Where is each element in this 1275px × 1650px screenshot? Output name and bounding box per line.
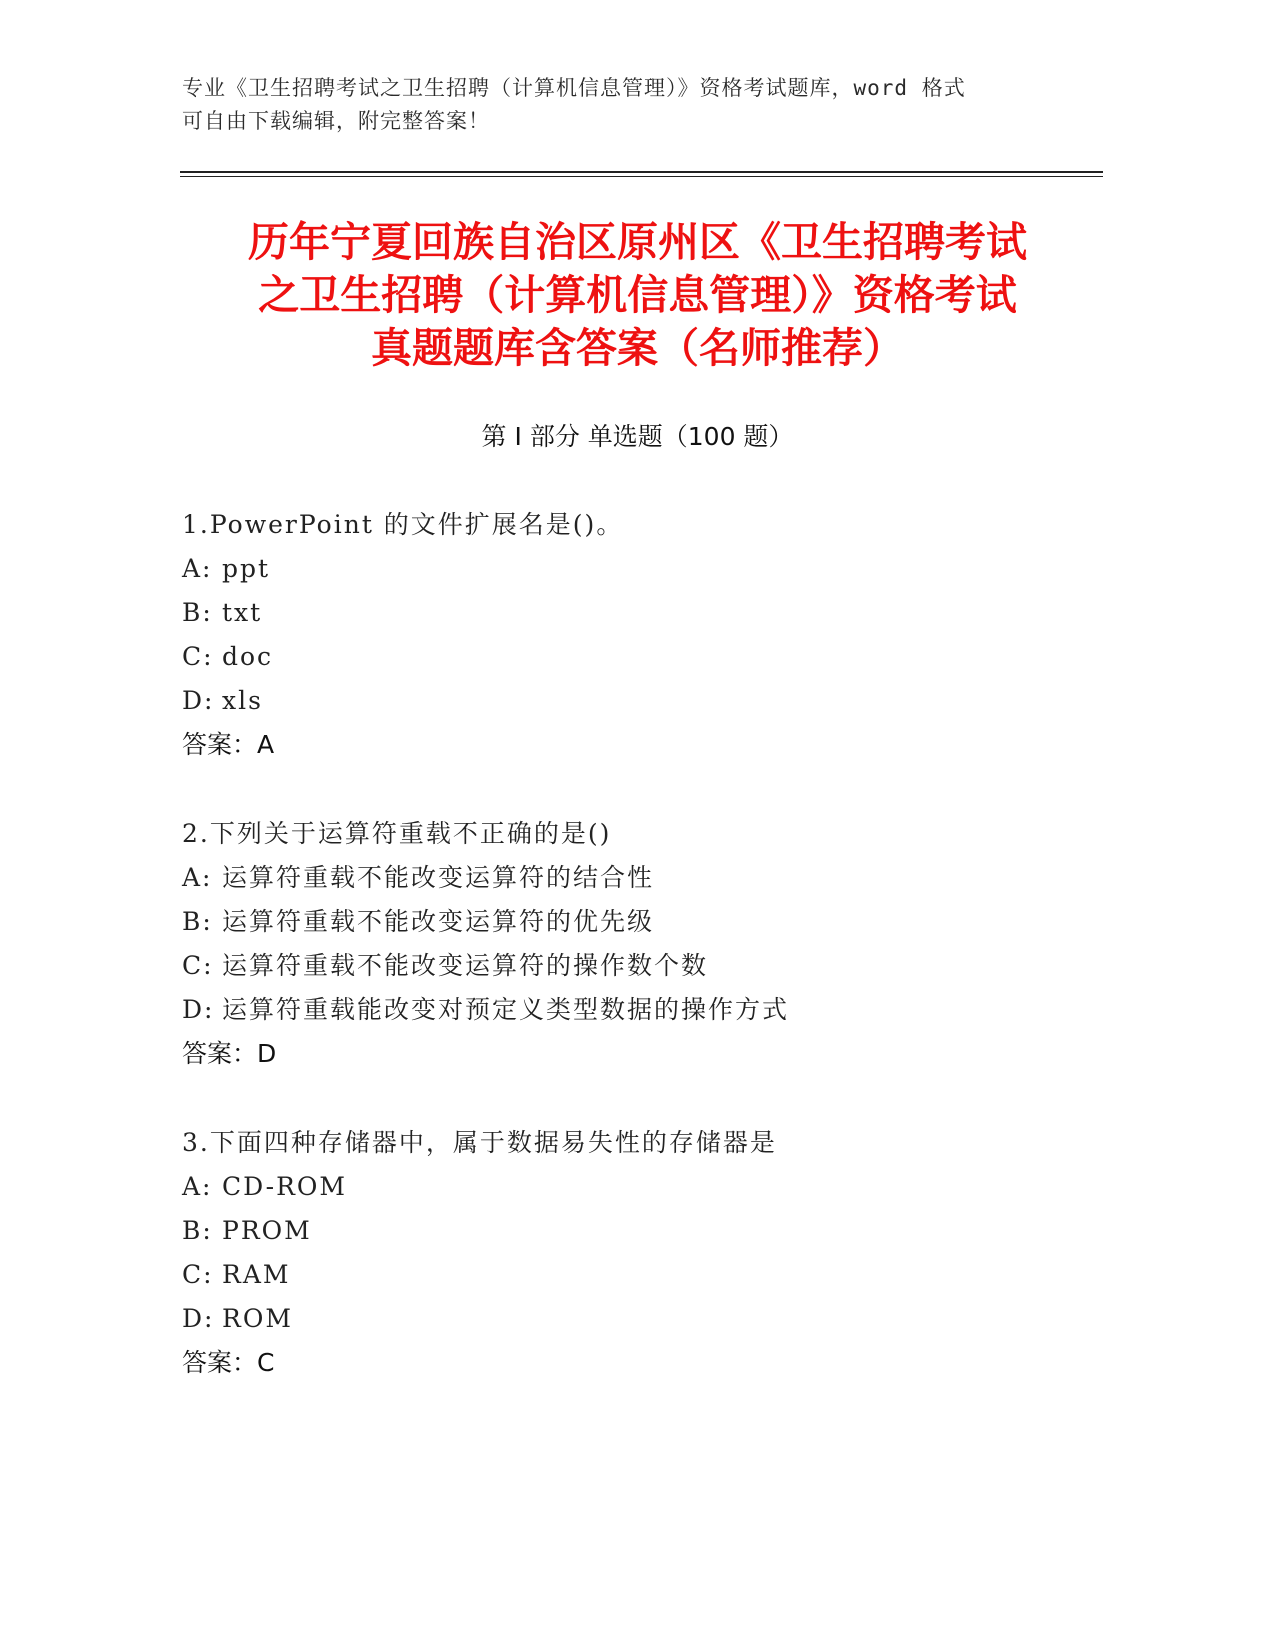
- option-b: [182, 900, 1082, 944]
- option-key: C:: [182, 951, 214, 980]
- option-text: txt: [222, 598, 263, 627]
- option-c: [182, 944, 1082, 988]
- option-c: [182, 1253, 1082, 1297]
- option-key: A:: [182, 554, 213, 583]
- option-d: [182, 679, 1082, 723]
- option-text: 运算符重载不能改变运算符的结合性: [222, 863, 655, 892]
- option-b: [182, 591, 1082, 635]
- answer-line: 答案：C: [182, 1348, 275, 1377]
- option-b: [182, 1209, 1082, 1253]
- option-text: 运算符重载不能改变运算符的操作数个数: [222, 951, 709, 980]
- option-d: [182, 988, 1082, 1032]
- option-d: [182, 1297, 1082, 1341]
- answer-line: 答案：A: [182, 730, 275, 759]
- option-text: 运算符重载能改变对预定义类型数据的操作方式: [222, 995, 790, 1024]
- option-a: [182, 547, 1082, 591]
- option-key: D:: [182, 686, 215, 715]
- title-line: 真题题库含答案（名师推荐）: [371, 324, 904, 372]
- option-text: doc: [222, 642, 274, 671]
- option-a: [182, 1165, 1082, 1209]
- option-key: B:: [182, 1216, 213, 1245]
- option-a: [182, 856, 1082, 900]
- option-key: B:: [182, 907, 213, 936]
- question-item: [182, 503, 1082, 767]
- section-title: 第 I 部分 单选题（100 题）: [481, 422, 794, 451]
- option-key: D:: [182, 1304, 215, 1333]
- header-divider-thick: [180, 171, 1103, 173]
- question-stem: 2.下列关于运算符重载不正确的是(): [182, 819, 612, 848]
- option-text: ppt: [222, 554, 271, 583]
- header-note-line: 可自由下载编辑，附完整答案！: [182, 109, 490, 133]
- question-item: [182, 812, 1082, 1076]
- question-item: [182, 1121, 1082, 1385]
- question-stem: 3.下面四种存储器中，属于数据易失性的存储器是: [182, 1128, 777, 1157]
- title-line: 之卫生招聘（计算机信息管理）》资格考试: [258, 271, 1017, 319]
- title-line: 历年宁夏回族自治区原州区《卫生招聘考试: [248, 218, 1027, 266]
- option-key: A:: [182, 863, 213, 892]
- header-note-line: 专业《卫生招聘考试之卫生招聘（计算机信息管理）》资格考试题库，word 格式: [182, 76, 966, 100]
- header-note: [182, 72, 1062, 138]
- option-key: B:: [182, 598, 213, 627]
- option-text: PROM: [222, 1216, 312, 1245]
- option-key: D:: [182, 995, 215, 1024]
- option-text: RAM: [222, 1260, 291, 1289]
- header-divider-thin: [180, 176, 1103, 177]
- answer-line: 答案：D: [182, 1039, 277, 1068]
- option-key: A:: [182, 1172, 213, 1201]
- question-stem: 1.PowerPoint 的文件扩展名是()。: [182, 510, 624, 539]
- question-list: [182, 503, 1082, 1430]
- document-title: [150, 216, 1125, 375]
- option-text: CD-ROM: [222, 1172, 348, 1201]
- option-text: ROM: [222, 1304, 293, 1333]
- option-text: 运算符重载不能改变运算符的优先级: [222, 907, 655, 936]
- option-key: C:: [182, 642, 214, 671]
- option-text: xls: [222, 686, 263, 715]
- option-key: C:: [182, 1260, 214, 1289]
- option-c: [182, 635, 1082, 679]
